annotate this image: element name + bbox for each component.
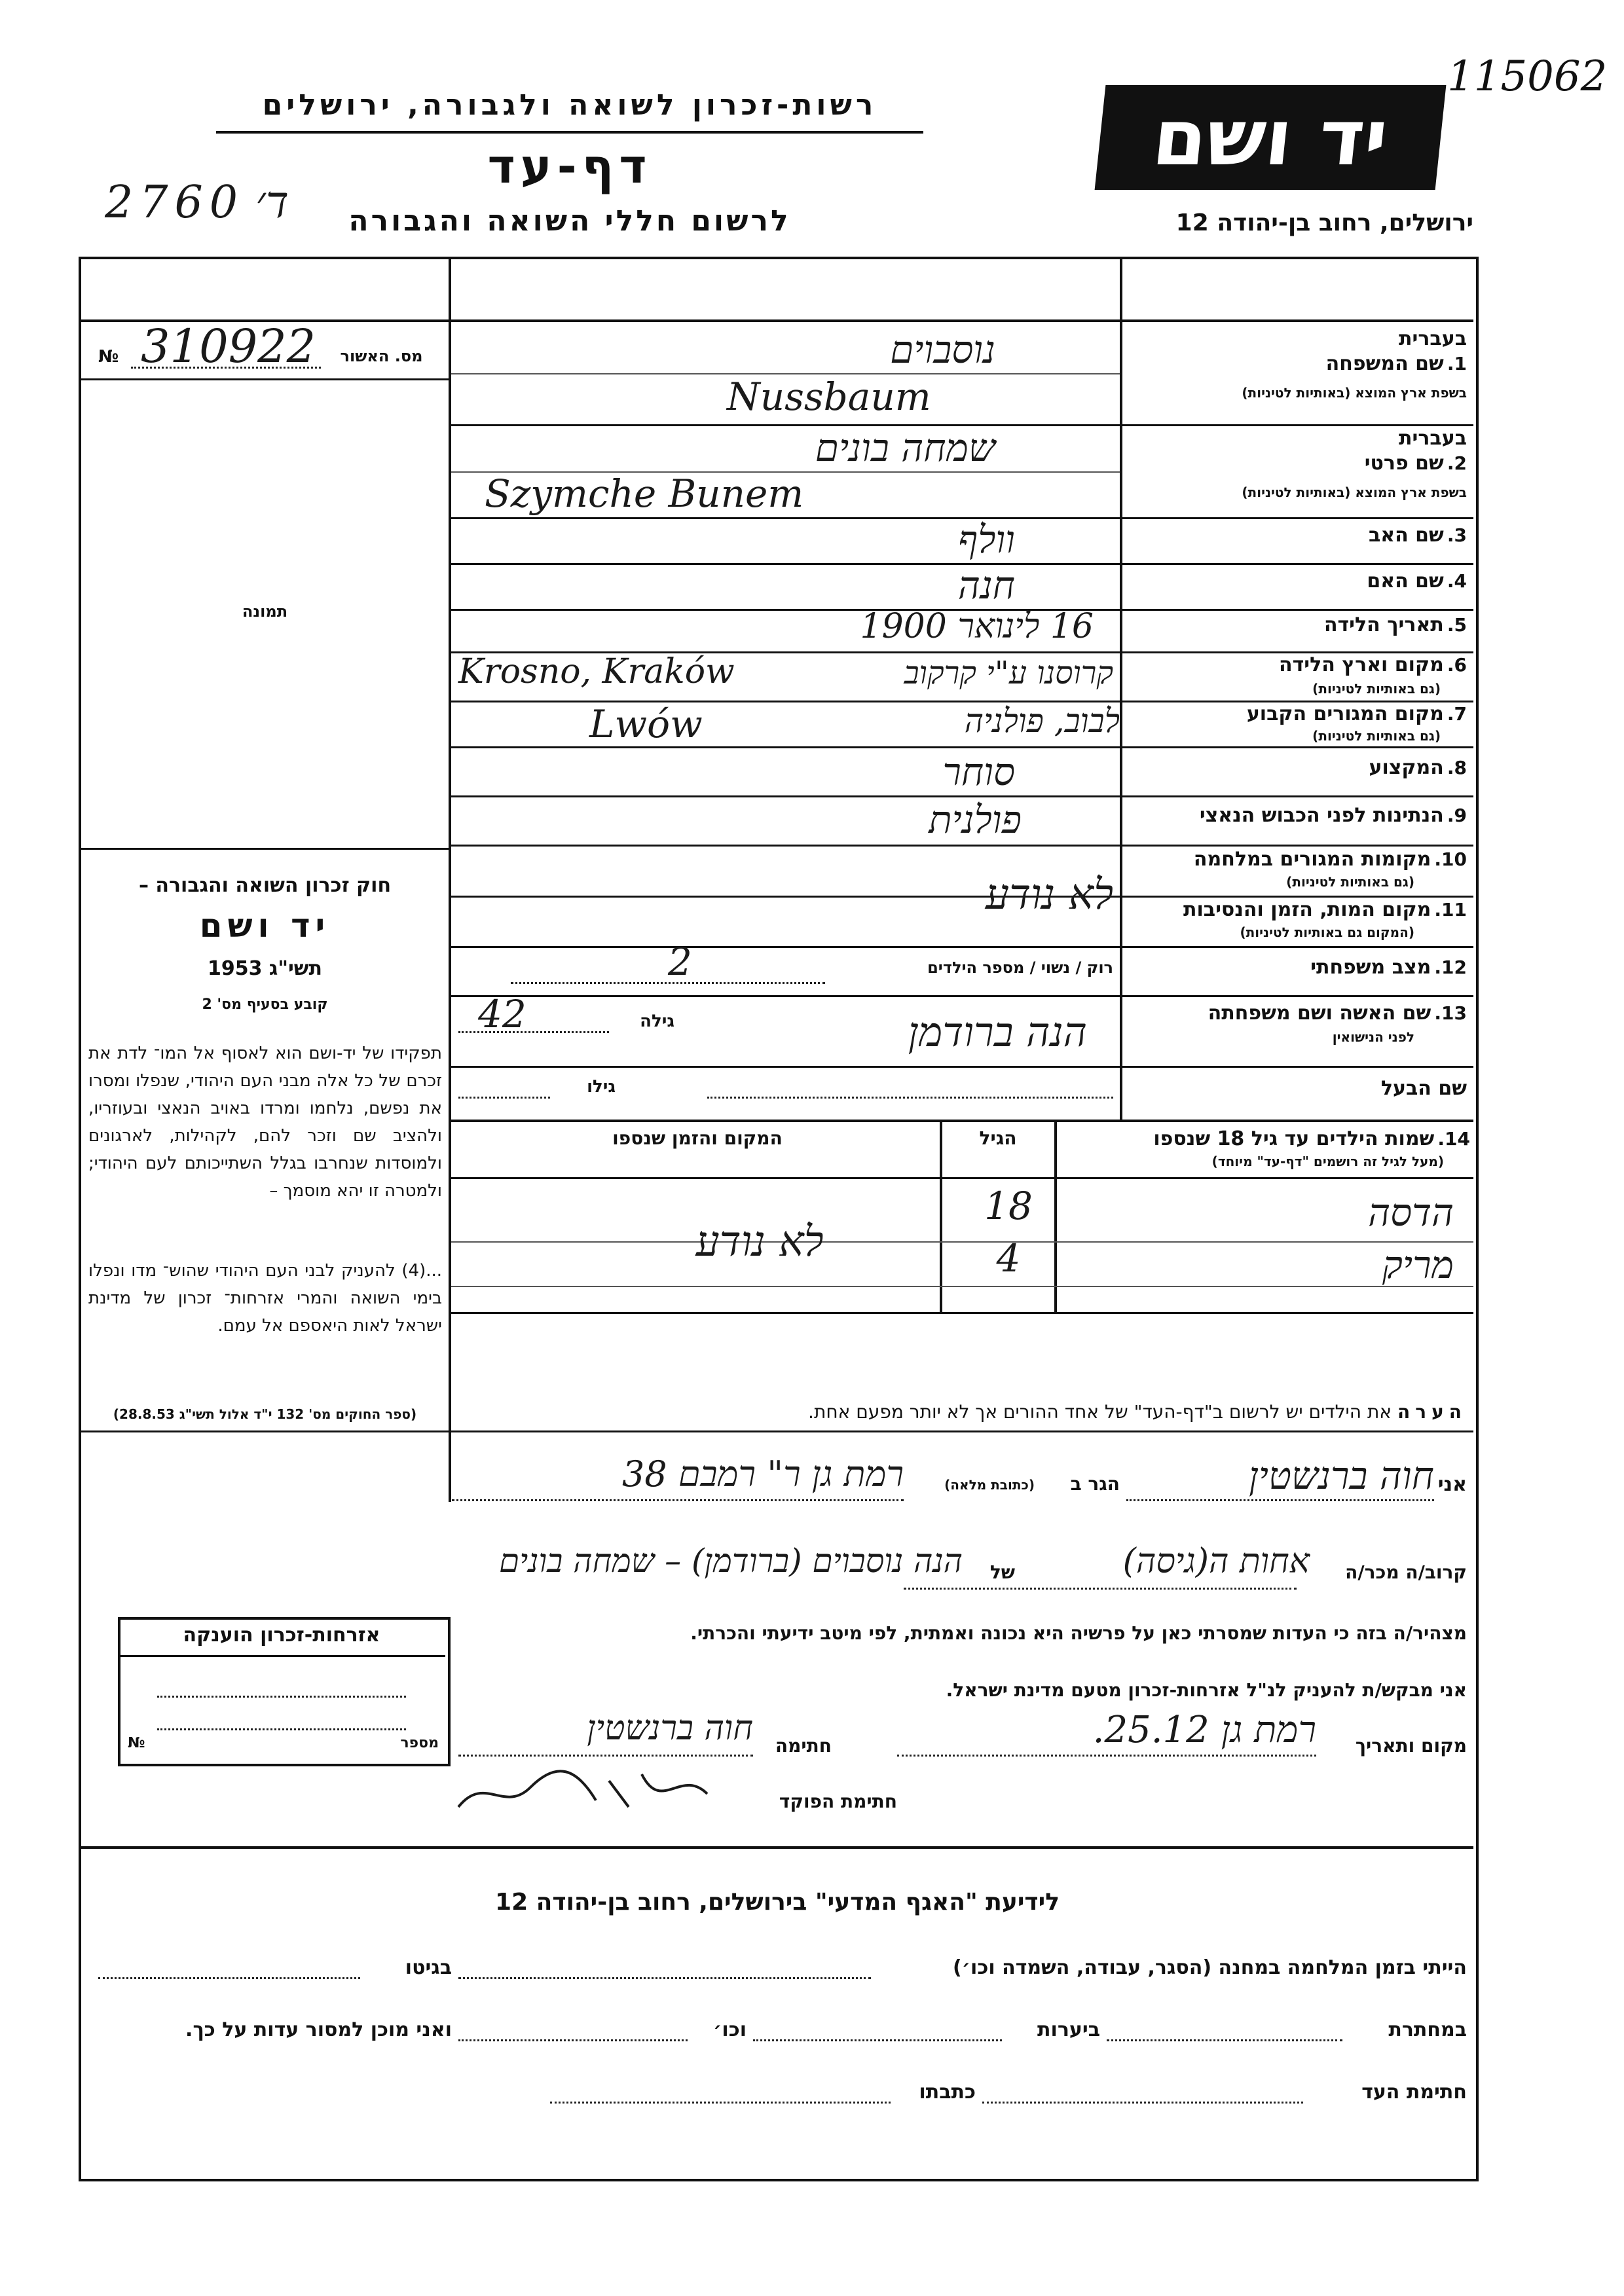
signature-value: חוה ברנשטין — [587, 1709, 753, 1748]
child-2-name: מריק — [1382, 1243, 1454, 1287]
footer-witness-signature-label: חתימת העד — [1361, 2081, 1467, 2104]
citizenship-box-number-label: מספר — [400, 1735, 439, 1751]
inspector-label: חתימת הפוקד — [779, 1791, 897, 1812]
handwritten-mark: ד׳ — [255, 177, 289, 228]
children-note: (מעל לגיל זה רושמים "דף-עד" מיוחד) — [1211, 1154, 1444, 1169]
logo-text: יד ושם — [1149, 92, 1392, 183]
field-12-label: 12. מצב משפחתי — [1310, 956, 1467, 979]
field-6-label: 6. מקום וארץ הלידה — [1279, 653, 1467, 676]
registration-number: 310922 — [141, 319, 316, 373]
law-year: תשי"ג 1953 — [207, 957, 323, 980]
child-1-age: 18 — [984, 1184, 1033, 1228]
field-5-value: 16 לינואר 1900 — [860, 607, 1094, 646]
header-rule — [216, 131, 923, 134]
field-9-label: 9. הנתינות לפני הכבוש הנאצי — [1199, 804, 1467, 827]
field-11-sub: (המקום גם באותיות לטיניות) — [1240, 924, 1414, 940]
place-date-value: רמת גן 25.12. — [1092, 1709, 1316, 1751]
yad-vashem-logo — [1095, 85, 1447, 190]
child-1-name: הדסה — [1368, 1190, 1454, 1235]
field-6-sub: (גם באותיות לטיניות) — [1312, 681, 1441, 697]
address: ירושלים, רחוב בן-יהודה 12 — [1175, 210, 1473, 236]
declaration-address-hint: (כתובת מלאה) — [944, 1477, 1035, 1493]
field-4-label: 4. שם האם — [1367, 570, 1467, 592]
law-text: תפקידו של יד-ושם הוא לאסוף אל המו־ לדת את זכרם של כל אלה מבני העם היהודי, שנפלו ומסרו את נפשם, נלחמו ומרדו באויב הנאצי ובעוזריו, ולהציב שם וזכר להם, לקהילות, לארגונים ולמוסדות שנחרבו בגלל השתייכותם לעם היהודי; ולמטרה זו יהא מוסמך – — [88, 1044, 442, 1201]
declaration-request: אני מבקש/ת להעניק לנ"ל אזרחות-זכרון מטעם מדינת ישראל. — [946, 1679, 1467, 1701]
field-2-value-latin: Szymche Bunem — [485, 471, 804, 516]
child-2-age: 4 — [996, 1236, 1021, 1281]
citizenship-box-title: אזרחות-זכרון הוענקה — [183, 1624, 380, 1647]
declaration-lives-in: הגר ב — [1070, 1473, 1120, 1495]
children-remark: הערה את הילדים יש לרשום ב"דף-העד" של אחד ההורים אך לא יותר מפעם אחת. — [808, 1401, 1467, 1423]
registration-no-sign: № — [98, 347, 119, 367]
field-1-value-hebrew: נוסבוים — [890, 327, 995, 372]
subtitle: לרשום חללי השואה והגבורה — [348, 204, 791, 238]
field-2-lang: בעברית — [1399, 427, 1467, 450]
law-section: קובע בסעיף מס' 2 — [202, 996, 328, 1013]
field-11-label: 11. מקום המות, הזמן והנסיבות — [1183, 898, 1467, 921]
child-1-place: לא נודע — [695, 1218, 824, 1266]
field-5-label: 5. תאריך הלידה — [1323, 613, 1467, 636]
declarant-name: חוה ברנשטין — [1249, 1453, 1434, 1498]
registration-label: מס. האשור — [340, 347, 423, 365]
field-2-value-hebrew: שמחה בונים — [815, 426, 995, 470]
footer-etc-label: וכו׳ — [713, 2018, 747, 2041]
field-1-label: 1. שם המשפחה — [1325, 352, 1467, 375]
children-col-age: הגיל — [979, 1127, 1017, 1149]
footer-forests-label: ביערות — [1037, 2018, 1100, 2041]
field-3-label: 3. שם האב — [1368, 524, 1467, 547]
field-4-value: חנה — [957, 563, 1015, 608]
citizenship-box-no-sign: № — [128, 1735, 145, 1751]
handwritten-number: 2760 — [105, 177, 245, 228]
field-10-label: 10. מקומות המגורים במלחמה — [1193, 848, 1467, 871]
children-col-place: המקום והזמן שנספו — [612, 1127, 783, 1149]
field-6-value: קרוסנו ע"י קרקוב — [904, 655, 1113, 691]
field-10-sub: (גם באותיות לטיניות) — [1286, 874, 1414, 890]
page-title: דף-עד — [487, 139, 652, 194]
footer-underground-label: במחתרת — [1388, 2018, 1467, 2041]
law-text-2: ...(4) להעניק לבני העם היהודי שהוש־ מדו ונפלו בימי השואה והמרי אזרחות־ זכרון של מדינת ישראל לאות היאספם אל עמם. — [88, 1261, 442, 1336]
declaration-relation-label: קרוב/ה מכר/ה — [1345, 1561, 1467, 1583]
field-12-value: 2 — [668, 939, 692, 984]
footer-camp-label: הייתי בזמן המלחמה במחנה (הסגר, עבודה, השמדה וכו׳) — [953, 1956, 1467, 1979]
field-1-lang: בעברית — [1399, 327, 1467, 350]
corner-number: 115062 — [1447, 52, 1608, 101]
field-13-value: הנה ברודמן — [908, 1008, 1087, 1056]
field-7-sub: (גם באותיות לטיניות) — [1312, 728, 1441, 744]
field-8-label: 8. המקצוע — [1369, 756, 1467, 779]
inspector-signature — [445, 1761, 720, 1820]
children-title: 14. שמות הילדים עד גיל 18 שנספו — [1153, 1127, 1470, 1150]
field-7-value: לבוב, פולניה — [964, 702, 1120, 740]
field-11-value: לא נודע — [985, 871, 1113, 919]
footer-ready-label: ואני מוכן למסור עדות על כך. — [185, 2018, 452, 2041]
declarant-address: רמת גן ר" רמבם 38 — [621, 1453, 904, 1495]
footer-ghetto-label: בגיטו — [405, 1956, 452, 1979]
field-2-label: 2. שם פרטי — [1364, 452, 1467, 475]
field-husband-label: שם הבעל — [1380, 1077, 1467, 1100]
declaration-line-1: אני — [1437, 1473, 1467, 1496]
field-husband-age-label: גילו — [587, 1077, 616, 1097]
field-13-sub: לפני הנישואין — [1332, 1029, 1414, 1045]
footer-address-label: כתבתו — [919, 2081, 976, 2104]
field-1-value-latin: Nussbaum — [727, 374, 931, 419]
footer-title: לידיעת "האגף המדעי" בירושלים, רחוב בן-יהודה 12 — [495, 1889, 1060, 1916]
field-8-value: סוחר — [942, 750, 1015, 794]
declaration-of: של — [989, 1561, 1015, 1583]
declaration-relation: אחות ה(גיסה) — [1122, 1542, 1310, 1581]
law-logo: יד ושם — [199, 907, 331, 945]
authority-line: רשות-זכרון לשואה ולגבורה, ירושלים — [262, 88, 877, 122]
field-7-value-latin: Lwów — [589, 702, 703, 746]
declaration-statement: מצהיר/ה בזה כי העדות שמסרתי כאן על פרשיה היא נכונה ואמתית, לפי מיטב ידיעתי והכרתי. — [690, 1622, 1467, 1644]
field-13-label: 13. שם האשה ושם משפחתה — [1208, 1002, 1467, 1025]
signature-label: חתימה — [775, 1735, 832, 1757]
field-13-age-label: גילה — [640, 1011, 674, 1031]
place-date-label: מקום ותאריך — [1355, 1735, 1467, 1757]
law-title: חוק זכרון השואה והגבורה – — [138, 874, 392, 897]
declaration-victims: הנה נוסבוים (ברודמן) – שמחה בונים — [498, 1542, 963, 1580]
field-1-sub: בשפת ארץ המוצא (באותיות לטיניות) — [1242, 385, 1467, 401]
field-12-options: רוק / נשוי / מספר הילדים — [927, 958, 1113, 977]
law-citation: (ספר החוקים מס' 132 י"ד אלול תשי"ג 28.8.53) — [113, 1406, 417, 1422]
field-2-sub: בשפת ארץ המוצא (באותיות לטיניות) — [1242, 484, 1467, 500]
photo-label: תמונה — [242, 602, 288, 621]
field-9-value: פולנית — [929, 797, 1022, 842]
field-7-label: 7. מקום המגורים הקבוע — [1246, 702, 1467, 725]
field-3-value: וולף — [958, 517, 1015, 562]
field-6-value-latin: Krosno, Kraków — [458, 652, 735, 691]
field-13-age-value: 42 — [478, 992, 526, 1036]
